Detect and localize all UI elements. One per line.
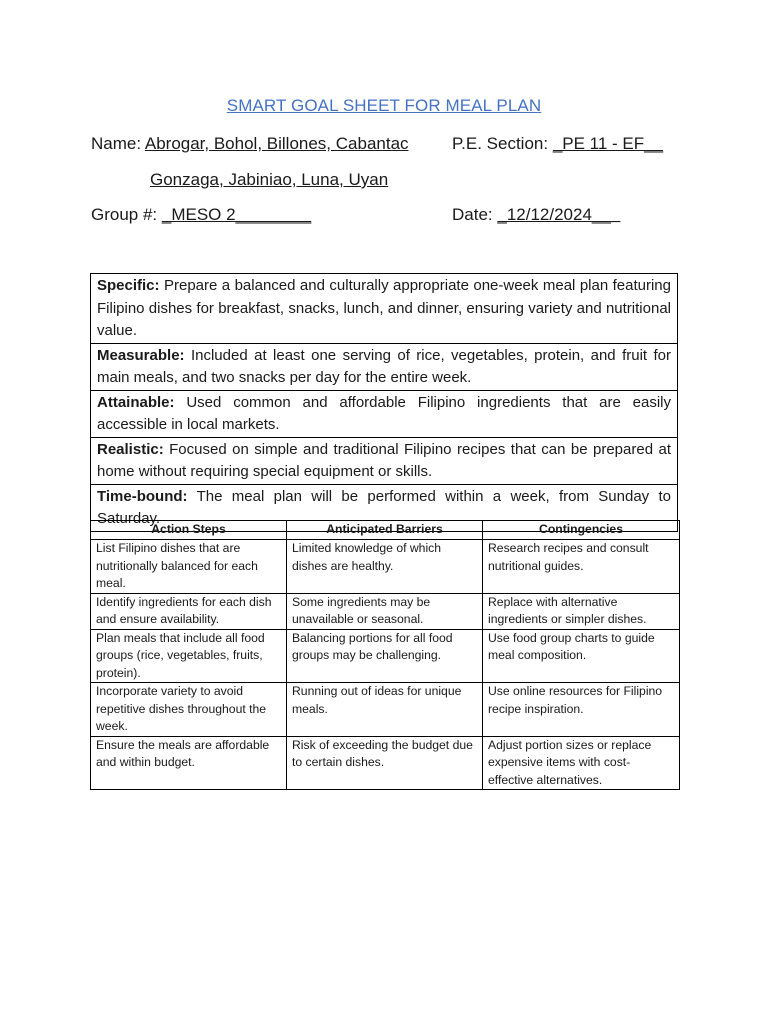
name-label: Name: bbox=[91, 134, 145, 153]
action-plan-table bbox=[90, 520, 680, 790]
table-header-row bbox=[91, 521, 680, 540]
smart-row-realistic bbox=[91, 437, 678, 484]
names-line-2: Gonzaga, Jabiniao, Luna, Uyan bbox=[150, 170, 389, 189]
action-step-cell: Ensure the meals are affordable and within budget. bbox=[91, 736, 287, 790]
barrier-cell: Balancing portions for all food groups may be challenging. bbox=[287, 629, 483, 683]
smart-row-specific bbox=[91, 274, 678, 344]
smart-label: Specific: bbox=[97, 277, 160, 294]
section-line bbox=[452, 134, 663, 154]
name-line bbox=[91, 134, 409, 154]
smart-row-attainable bbox=[91, 390, 678, 437]
contingency-cell: Replace with alternative ingredients or simpler dishes. bbox=[483, 593, 680, 629]
contingency-cell: Use online resources for Filipino recipe inspiration. bbox=[483, 683, 680, 737]
action-step-cell: Plan meals that include all food groups (rice, vegetables, fruits, protein). bbox=[91, 629, 287, 683]
action-step-cell: Identify ingredients for each dish and ensure availability. bbox=[91, 593, 287, 629]
smart-label: Measurable: bbox=[97, 346, 185, 364]
section-value: _PE 11 - EF__ bbox=[552, 134, 664, 153]
smart-row-measurable bbox=[91, 343, 678, 390]
table-row bbox=[91, 736, 680, 790]
column-header-contingencies: Contingencies bbox=[483, 521, 680, 540]
table-row bbox=[91, 629, 680, 683]
group-line bbox=[91, 205, 311, 225]
column-header-action-steps: Action Steps bbox=[91, 521, 287, 540]
smart-label: Time-bound: bbox=[97, 487, 188, 505]
date-label: Date: bbox=[452, 205, 498, 224]
barrier-cell: Risk of exceeding the budget due to certain dishes. bbox=[287, 736, 483, 790]
group-label: Group #: bbox=[91, 205, 162, 224]
name-value: Abrogar, Bohol, Billones, Cabantac bbox=[144, 134, 409, 153]
smart-cell bbox=[91, 274, 678, 344]
table-row bbox=[91, 540, 680, 594]
date-value: _12/12/2024__ bbox=[497, 205, 611, 224]
contingency-cell: Research recipes and consult nutritional guides. bbox=[483, 540, 680, 594]
column-header-anticipated-barriers: Anticipated Barriers bbox=[287, 521, 483, 540]
smart-text: The meal plan will be performed within a week, from Sunday to Saturday. bbox=[97, 487, 671, 527]
smart-cell bbox=[91, 437, 678, 484]
smart-goal-table bbox=[90, 273, 678, 532]
smart-text: Used common and affordable Filipino ingredients that are easily accessible in local markets. bbox=[97, 393, 671, 433]
smart-text: Included at least one serving of rice, vegetables, protein, and fruit for main meals, and two snacks per day for the entire week. bbox=[97, 346, 671, 386]
smart-cell bbox=[91, 390, 678, 437]
date-suffix: _ bbox=[610, 205, 621, 224]
table-row bbox=[91, 593, 680, 629]
smart-cell bbox=[91, 343, 678, 390]
date-line bbox=[452, 205, 620, 225]
contingency-cell: Adjust portion sizes or replace expensive items with cost-effective alternatives. bbox=[483, 736, 680, 790]
group-value: _MESO 2________ bbox=[161, 205, 312, 224]
smart-text: Prepare a balanced and culturally appropriate one-week meal plan featuring Filipino dishes for breakfast, snacks, lunch, and dinner, ensuring variety and nutritional value. bbox=[97, 277, 671, 339]
contingency-cell: Use food group charts to guide meal composition. bbox=[483, 629, 680, 683]
smart-label: Attainable: bbox=[97, 393, 175, 411]
section-label: P.E. Section: bbox=[452, 134, 553, 153]
smart-text: Focused on simple and traditional Filipino recipes that can be prepared at home without requiring special equipment or skills. bbox=[97, 440, 671, 480]
barrier-cell: Running out of ideas for unique meals. bbox=[287, 683, 483, 737]
page-title: SMART GOAL SHEET FOR MEAL PLAN bbox=[226, 96, 542, 115]
barrier-cell: Limited knowledge of which dishes are healthy. bbox=[287, 540, 483, 594]
action-step-cell: Incorporate variety to avoid repetitive dishes throughout the week. bbox=[91, 683, 287, 737]
table-row bbox=[91, 683, 680, 737]
barrier-cell: Some ingredients may be unavailable or seasonal. bbox=[287, 593, 483, 629]
action-step-cell: List Filipino dishes that are nutritionally balanced for each meal. bbox=[91, 540, 287, 594]
smart-label: Realistic: bbox=[97, 440, 164, 458]
